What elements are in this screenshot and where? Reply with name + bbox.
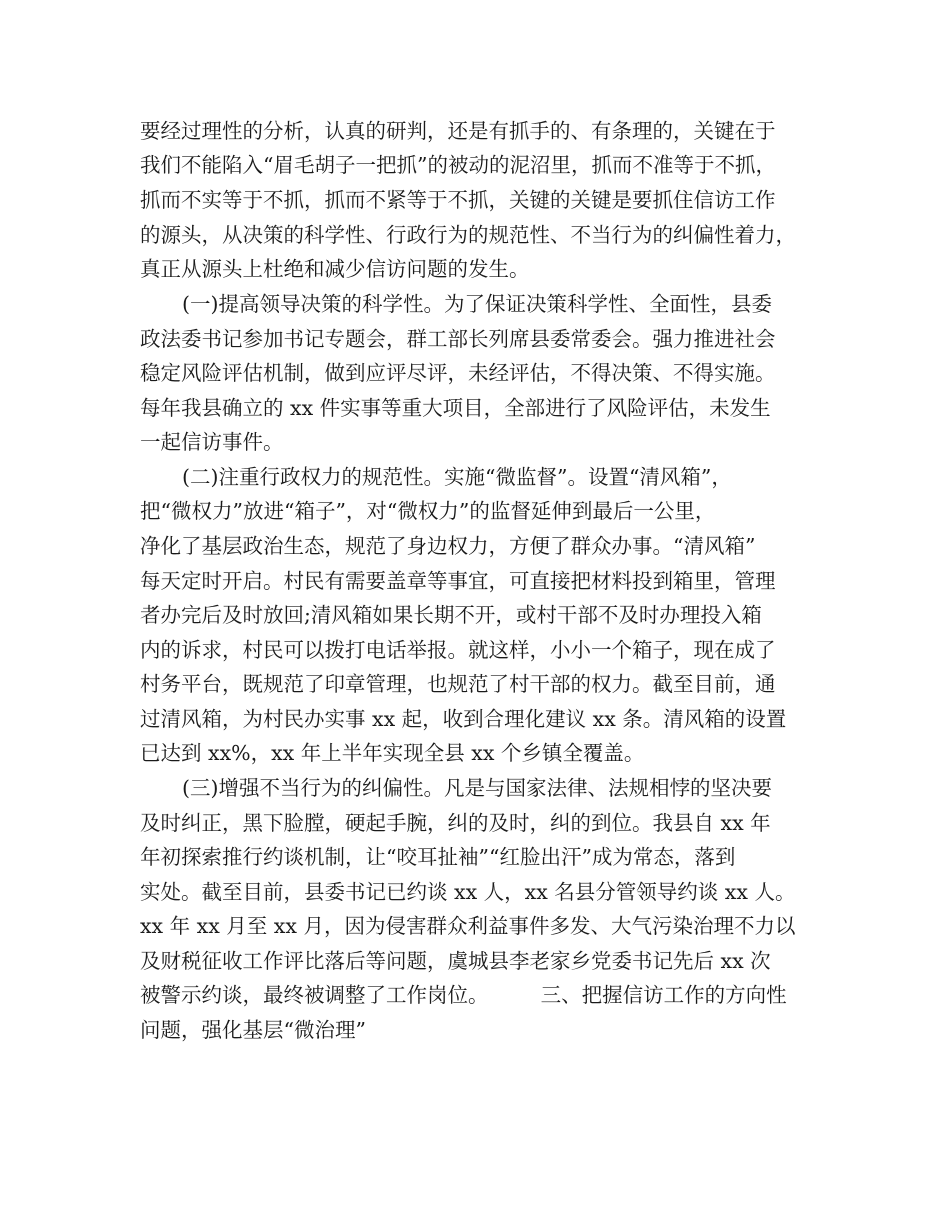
text-line: (二)注重行政权力的规范性。实施“微监督”。设置“清风箱”， (182, 465, 732, 489)
text-line: 政法委书记参加书记专题会，群工部长列席县委常委会。强力推进社会 (140, 327, 776, 351)
text-line: 真正从源头上杜绝和减少信访问题的发生。 (140, 257, 530, 281)
text-line: 稳定风险评估机制，做到应评尽评，未经评估，不得决策、不得实施。 (140, 361, 776, 385)
text-line: 及时纠正，黑下脸膛，硬起手腕，纠的及时，纠的到位。我县自 xx 年 (140, 811, 771, 835)
text-line: 问题，强化基层“微治理” (140, 1018, 366, 1042)
text-line: xx 年 xx 月至 xx 月，因为侵害群众利益事件多发、大气污染治理不力以 (140, 914, 796, 938)
text-line: 实处。截至目前，县委书记已约谈 xx 人，xx 名县分管领导约谈 xx 人。 (140, 880, 796, 904)
text-line: 我们不能陷入“眉毛胡子一把抓”的被动的泥沼里，抓而不准等于不抓， (140, 153, 776, 177)
text-line: 一起信访事件。 (140, 430, 284, 454)
text-line: 已达到 xx%，xx 年上半年实现全县 xx 个乡镇全覆盖。 (140, 741, 645, 765)
text-line: 抓而不实等于不抓，抓而不紧等于不抓，关键的关键是要抓住信访工作 (140, 188, 776, 212)
text-line: 把“微权力”放进“箱子”，对“微权力”的监督延伸到最后一公里， (140, 499, 716, 523)
text-line: 及财税征收工作评比落后等问题，虞城县李老家乡党委书记先后 xx 次 (140, 949, 771, 973)
text-line: 要经过理性的分析，认真的研判，还是有抓手的、有条理的，关键在于 (140, 119, 776, 143)
text-line: 的源头，从决策的科学性、行政行为的规范性、不当行为的纠偏性着力， (140, 223, 796, 247)
text-line: 被警示约谈，最终被调整了工作岗位。 三、把握信访工作的方向性 (140, 983, 787, 1007)
text-line: 者办完后及时放回;清风箱如果长期不开，或村干部不及时办理投入箱 (140, 603, 762, 627)
text-line: 村务平台，既规范了印章管理，也规范了村干部的权力。截至目前，通 (140, 672, 776, 696)
text-line: 每天定时开启。村民有需要盖章等事宜，可直接把材料投到箱里，管理 (140, 569, 776, 593)
text-line: 年初探索推行约谈机制，让“咬耳扯袖”“红脸出汗”成为常态，落到 (140, 845, 736, 869)
text-line: 净化了基层政治生态，规范了身边权力，方便了群众办事。“清风箱” (140, 534, 756, 558)
text-line: 过清风箱，为村民办实事 xx 起，收到合理化建议 xx 条。清风箱的设置 (140, 707, 787, 731)
text-line: (一)提高领导决策的科学性。为了保证决策科学性、全面性，县委 (182, 292, 772, 316)
text-line: (三)增强不当行为的纠偏性。凡是与国家法律、法规相悖的坚决要 (182, 776, 772, 800)
text-line: 内的诉求，村民可以拨打电话举报。就这样，小小一个箱子，现在成了 (140, 638, 776, 662)
text-line: 每年我县确立的 xx 件实事等重大项目，全部进行了风险评估，未发生 (140, 396, 771, 420)
